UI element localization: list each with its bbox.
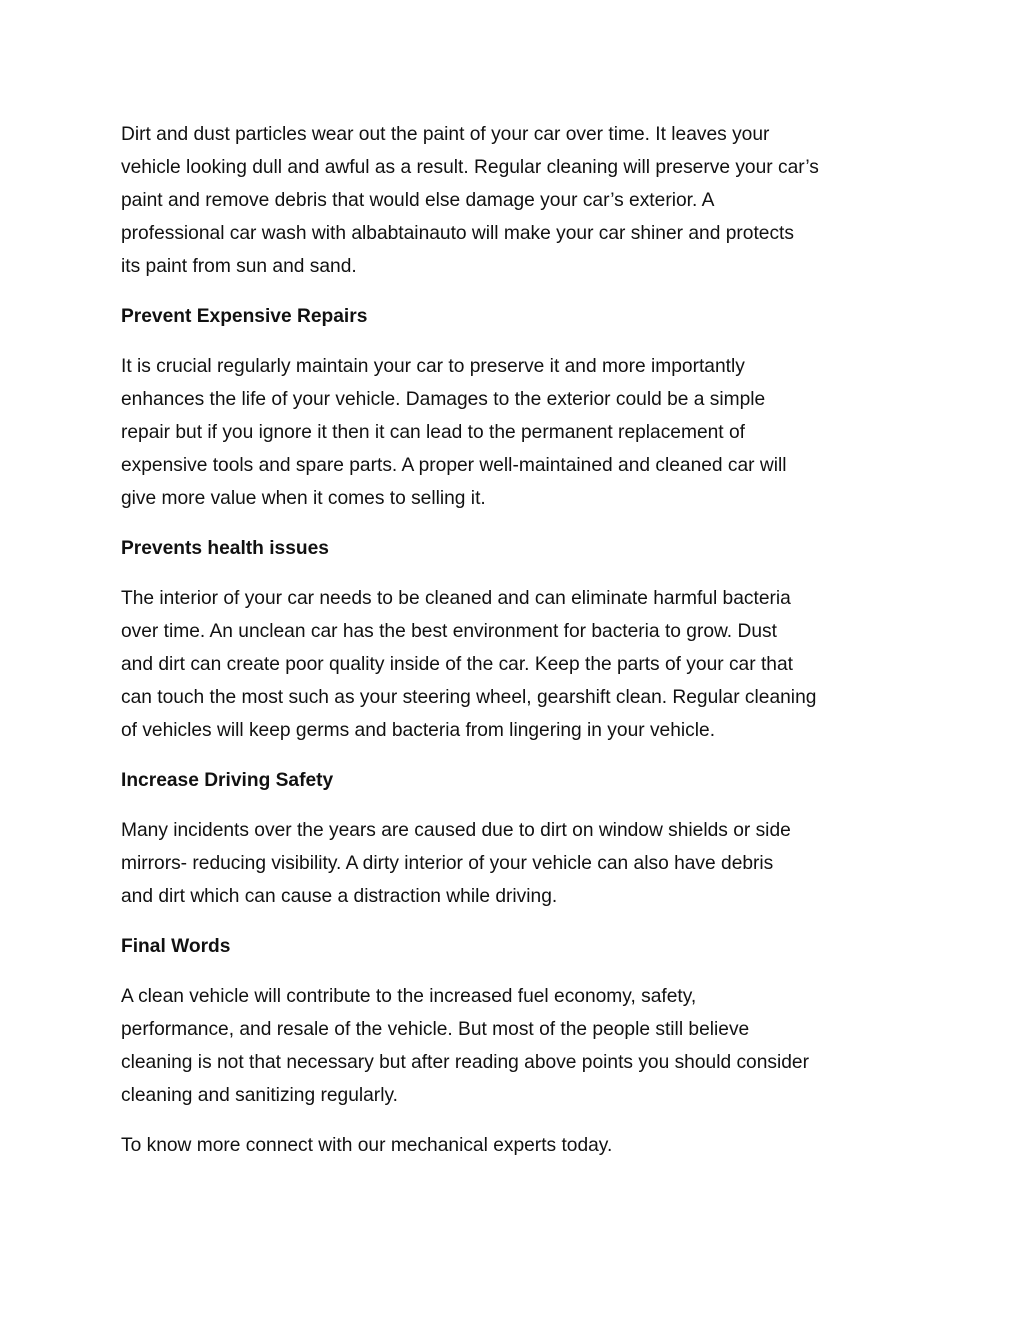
paragraph-increase-driving-safety: Many incidents over the years are caused due to dirt on window shields or side mirrors- reducing visibility. A dirty interior of your vehicle can also have debris and dirt which can cause a distraction while driving. [121, 820, 791, 907]
paragraph-prevents-health-issues: The interior of your car needs to be cleaned and can eliminate harmful bacteria over time. An unclean car has the best environment for bacteria to grow. Dust and dirt can create poor quality inside of the car. Keep the parts of your car that can touch the most such as your steering wheel, gearshift clean. Regular cleaning of vehicles will keep germs and bacteria from lingering in your vehicle. [121, 588, 817, 741]
intro-paragraph: Dirt and dust particles wear out the paint of your car over time. It leaves your vehicle looking dull and awful as a result. Regular cleaning will preserve your car’s paint and remove debris that would else damage your car’s exterior. A professional car wash with albabtainauto will make your car shiner and protects its paint from sun and sand. [121, 124, 819, 277]
heading-final-words: Final Words [121, 936, 231, 957]
heading-prevent-expensive-repairs: Prevent Expensive Repairs [121, 306, 368, 327]
closing-paragraph: To know more connect with our mechanical experts today. [121, 1135, 613, 1156]
paragraph-prevent-expensive-repairs: It is crucial regularly maintain your car to preserve it and more importantly enhances the life of your vehicle. Damages to the exterior could be a simple repair but if you ignore it then it can lead to the permanent replacement of expensive tools and spare parts. A proper well-maintained and cleaned car will give more value when it comes to selling it. [121, 356, 787, 509]
heading-prevents-health-issues: Prevents health issues [121, 538, 329, 559]
heading-increase-driving-safety: Increase Driving Safety [121, 770, 334, 791]
document-page [121, 118, 921, 1179]
paragraph-final-words: A clean vehicle will contribute to the increased fuel economy, safety, performance, and resale of the vehicle. But most of the people still believe cleaning is not that necessary but after reading above points you should consider cleaning and sanitizing regularly. [121, 986, 809, 1106]
